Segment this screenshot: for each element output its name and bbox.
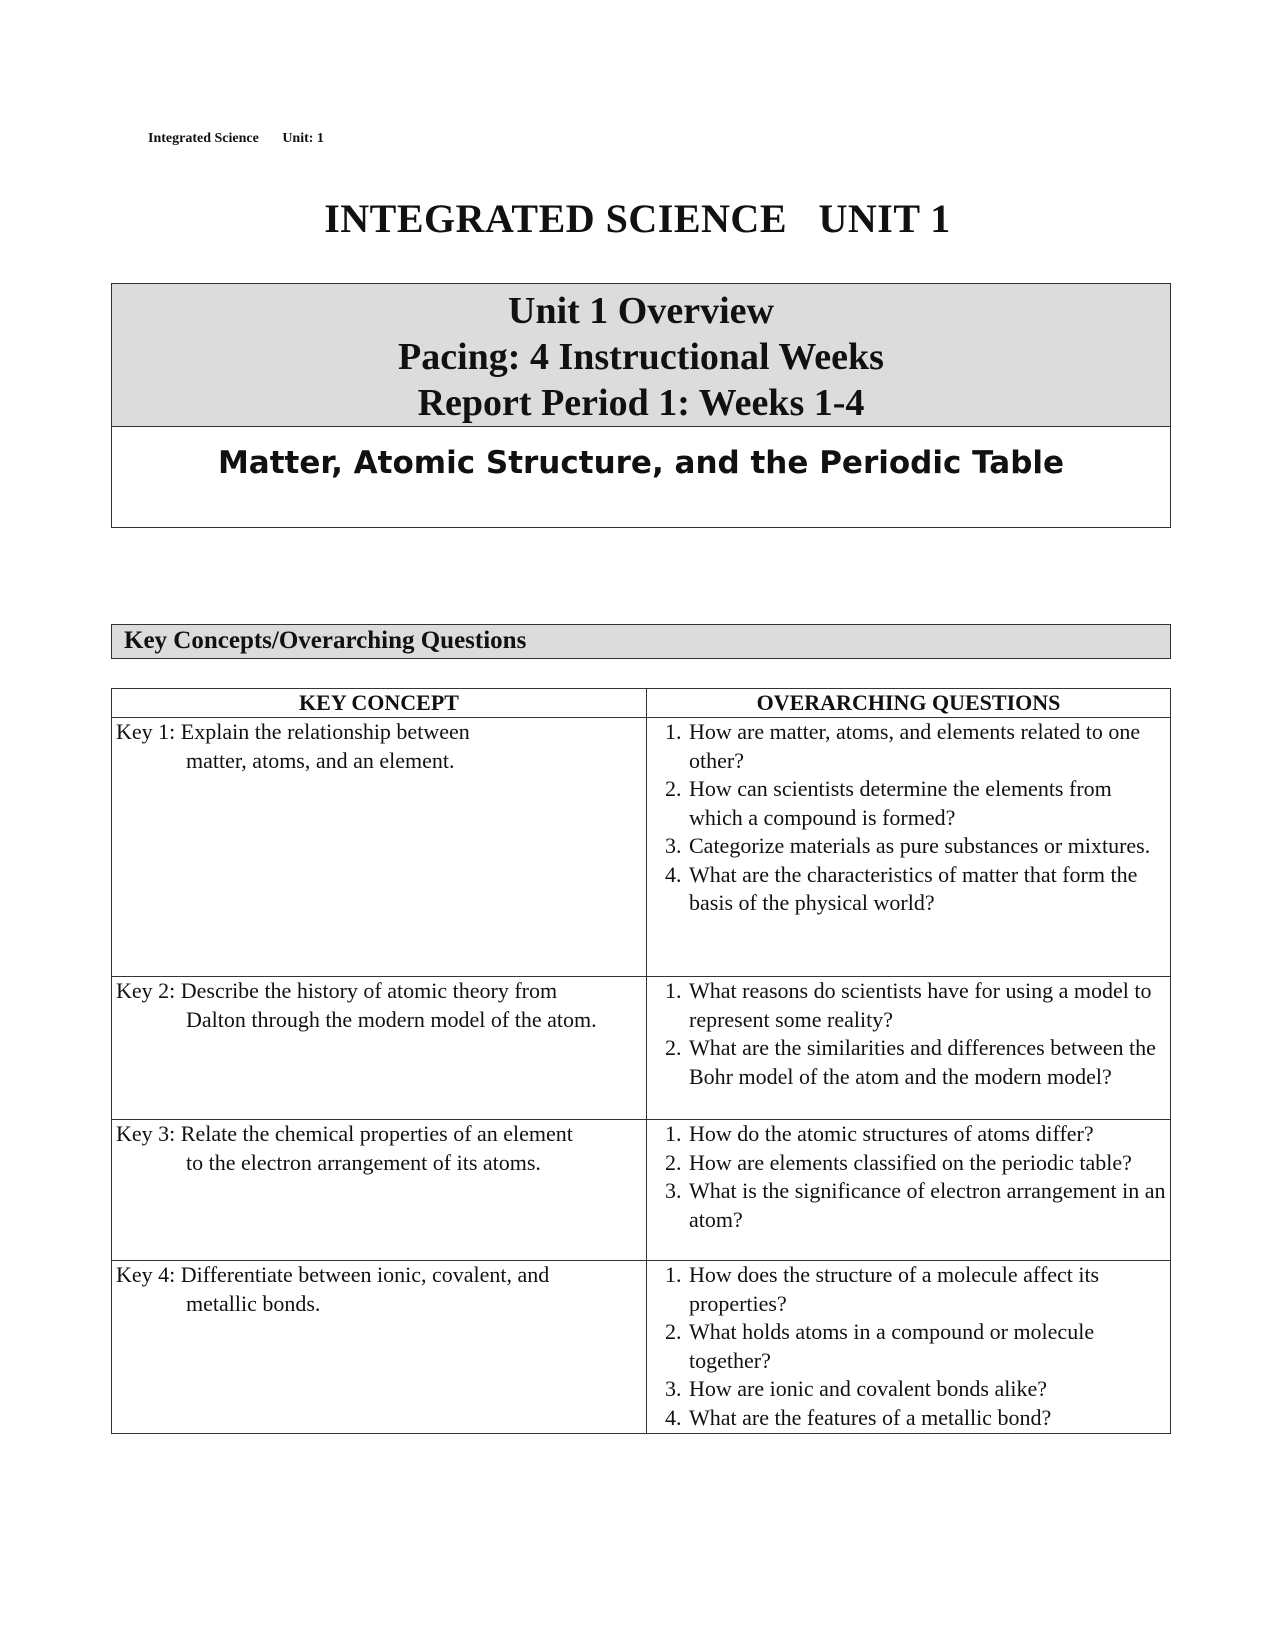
key-concept-first-line [116,1120,642,1149]
key-label: Key 1: [116,719,176,744]
question-item: 4. What are the features of a metallic bond? [687,1404,1166,1433]
page-title: INTEGRATED SCIENCE UNIT 1 [324,196,951,241]
question-item: 1. How do the atomic structures of atoms differ? [687,1120,1166,1149]
key-concept-rest: metallic bonds. [186,1290,321,1316]
question-item: 2. What holds atoms in a compound or molecule together? [687,1318,1166,1375]
page-header [148,131,324,147]
key-text: Describe the history of atomic theory from [180,978,558,1003]
overview-line-1: Unit 1 Overview [508,290,774,332]
question-item: 3. What is the significance of electron arrangement in an atom? [687,1177,1166,1234]
key-concept-rest: to the electron arrangement of its atoms. [186,1149,541,1175]
table-row [112,1120,1171,1261]
key-concept-rest: matter, atoms, and an element. [186,747,455,773]
key-label: Key 2: [116,978,176,1003]
questions-list [651,977,1166,1091]
question-item: 1. What reasons do scientists have for using a model to represent some reality? [687,977,1166,1034]
key-label: Key 3: [116,1121,176,1146]
key-text: Explain the relationship between [180,719,470,744]
question-item: 2. What are the similarities and differences between the Bohr model of the atom and the modern model? [687,1034,1166,1091]
question-item: 1. How are matter, atoms, and elements related to one other? [687,718,1166,775]
table-header-row [112,689,1171,718]
key-concept-cell [112,1261,647,1434]
question-item: 4. What are the characteristics of matter that form the basis of the physical world? [687,861,1166,918]
questions-cell [647,1261,1171,1434]
questions-cell [647,977,1171,1120]
question-item: 3. Categorize materials as pure substances or mixtures. [687,832,1166,861]
question-item: 2. How are elements classified on the periodic table? [687,1149,1166,1178]
table-row [112,977,1171,1120]
key-concept-first-line [116,718,642,747]
questions-list [651,1120,1166,1234]
key-concept-cell [112,977,647,1120]
question-item: 3. How are ionic and covalent bonds alike? [687,1375,1166,1404]
column-header-questions: OVERARCHING QUESTIONS [647,689,1171,718]
questions-cell [647,1120,1171,1261]
questions-list [651,1261,1166,1432]
overview-report-period: Report Period 1: Weeks 1-4 [417,382,865,424]
section-title: Key Concepts/Overarching Questions [111,624,1171,659]
key-concept-cell [112,1120,647,1261]
table-row [112,718,1171,977]
key-concept-rest: Dalton through the modern model of the atom. [186,1006,597,1032]
key-concept-first-line [116,1261,642,1290]
key-text: Differentiate between ionic, covalent, and [180,1262,550,1287]
overview-pacing: Pacing: 4 Instructional Weeks [398,336,884,378]
question-item: 2. How can scientists determine the elements from which a compound is formed? [687,775,1166,832]
column-header-key-concept: KEY CONCEPT [112,689,647,718]
question-item: 1. How does the structure of a molecule affect its properties? [687,1261,1166,1318]
key-concept-first-line [116,977,642,1006]
overview-subtitle: Matter, Atomic Structure, and the Periodic Table [217,445,1065,481]
key-label: Key 4: [116,1262,176,1287]
header-subject: Integrated Science [148,131,259,146]
questions-cell [647,718,1171,977]
questions-list [651,718,1166,918]
key-text: Relate the chemical properties of an element [180,1121,573,1146]
key-concept-cell [112,718,647,977]
table-row [112,1261,1171,1434]
overview-header [112,284,1170,427]
header-unit: Unit: 1 [282,131,324,146]
unit-overview-box [111,283,1171,528]
key-concepts-table [111,688,1171,1434]
